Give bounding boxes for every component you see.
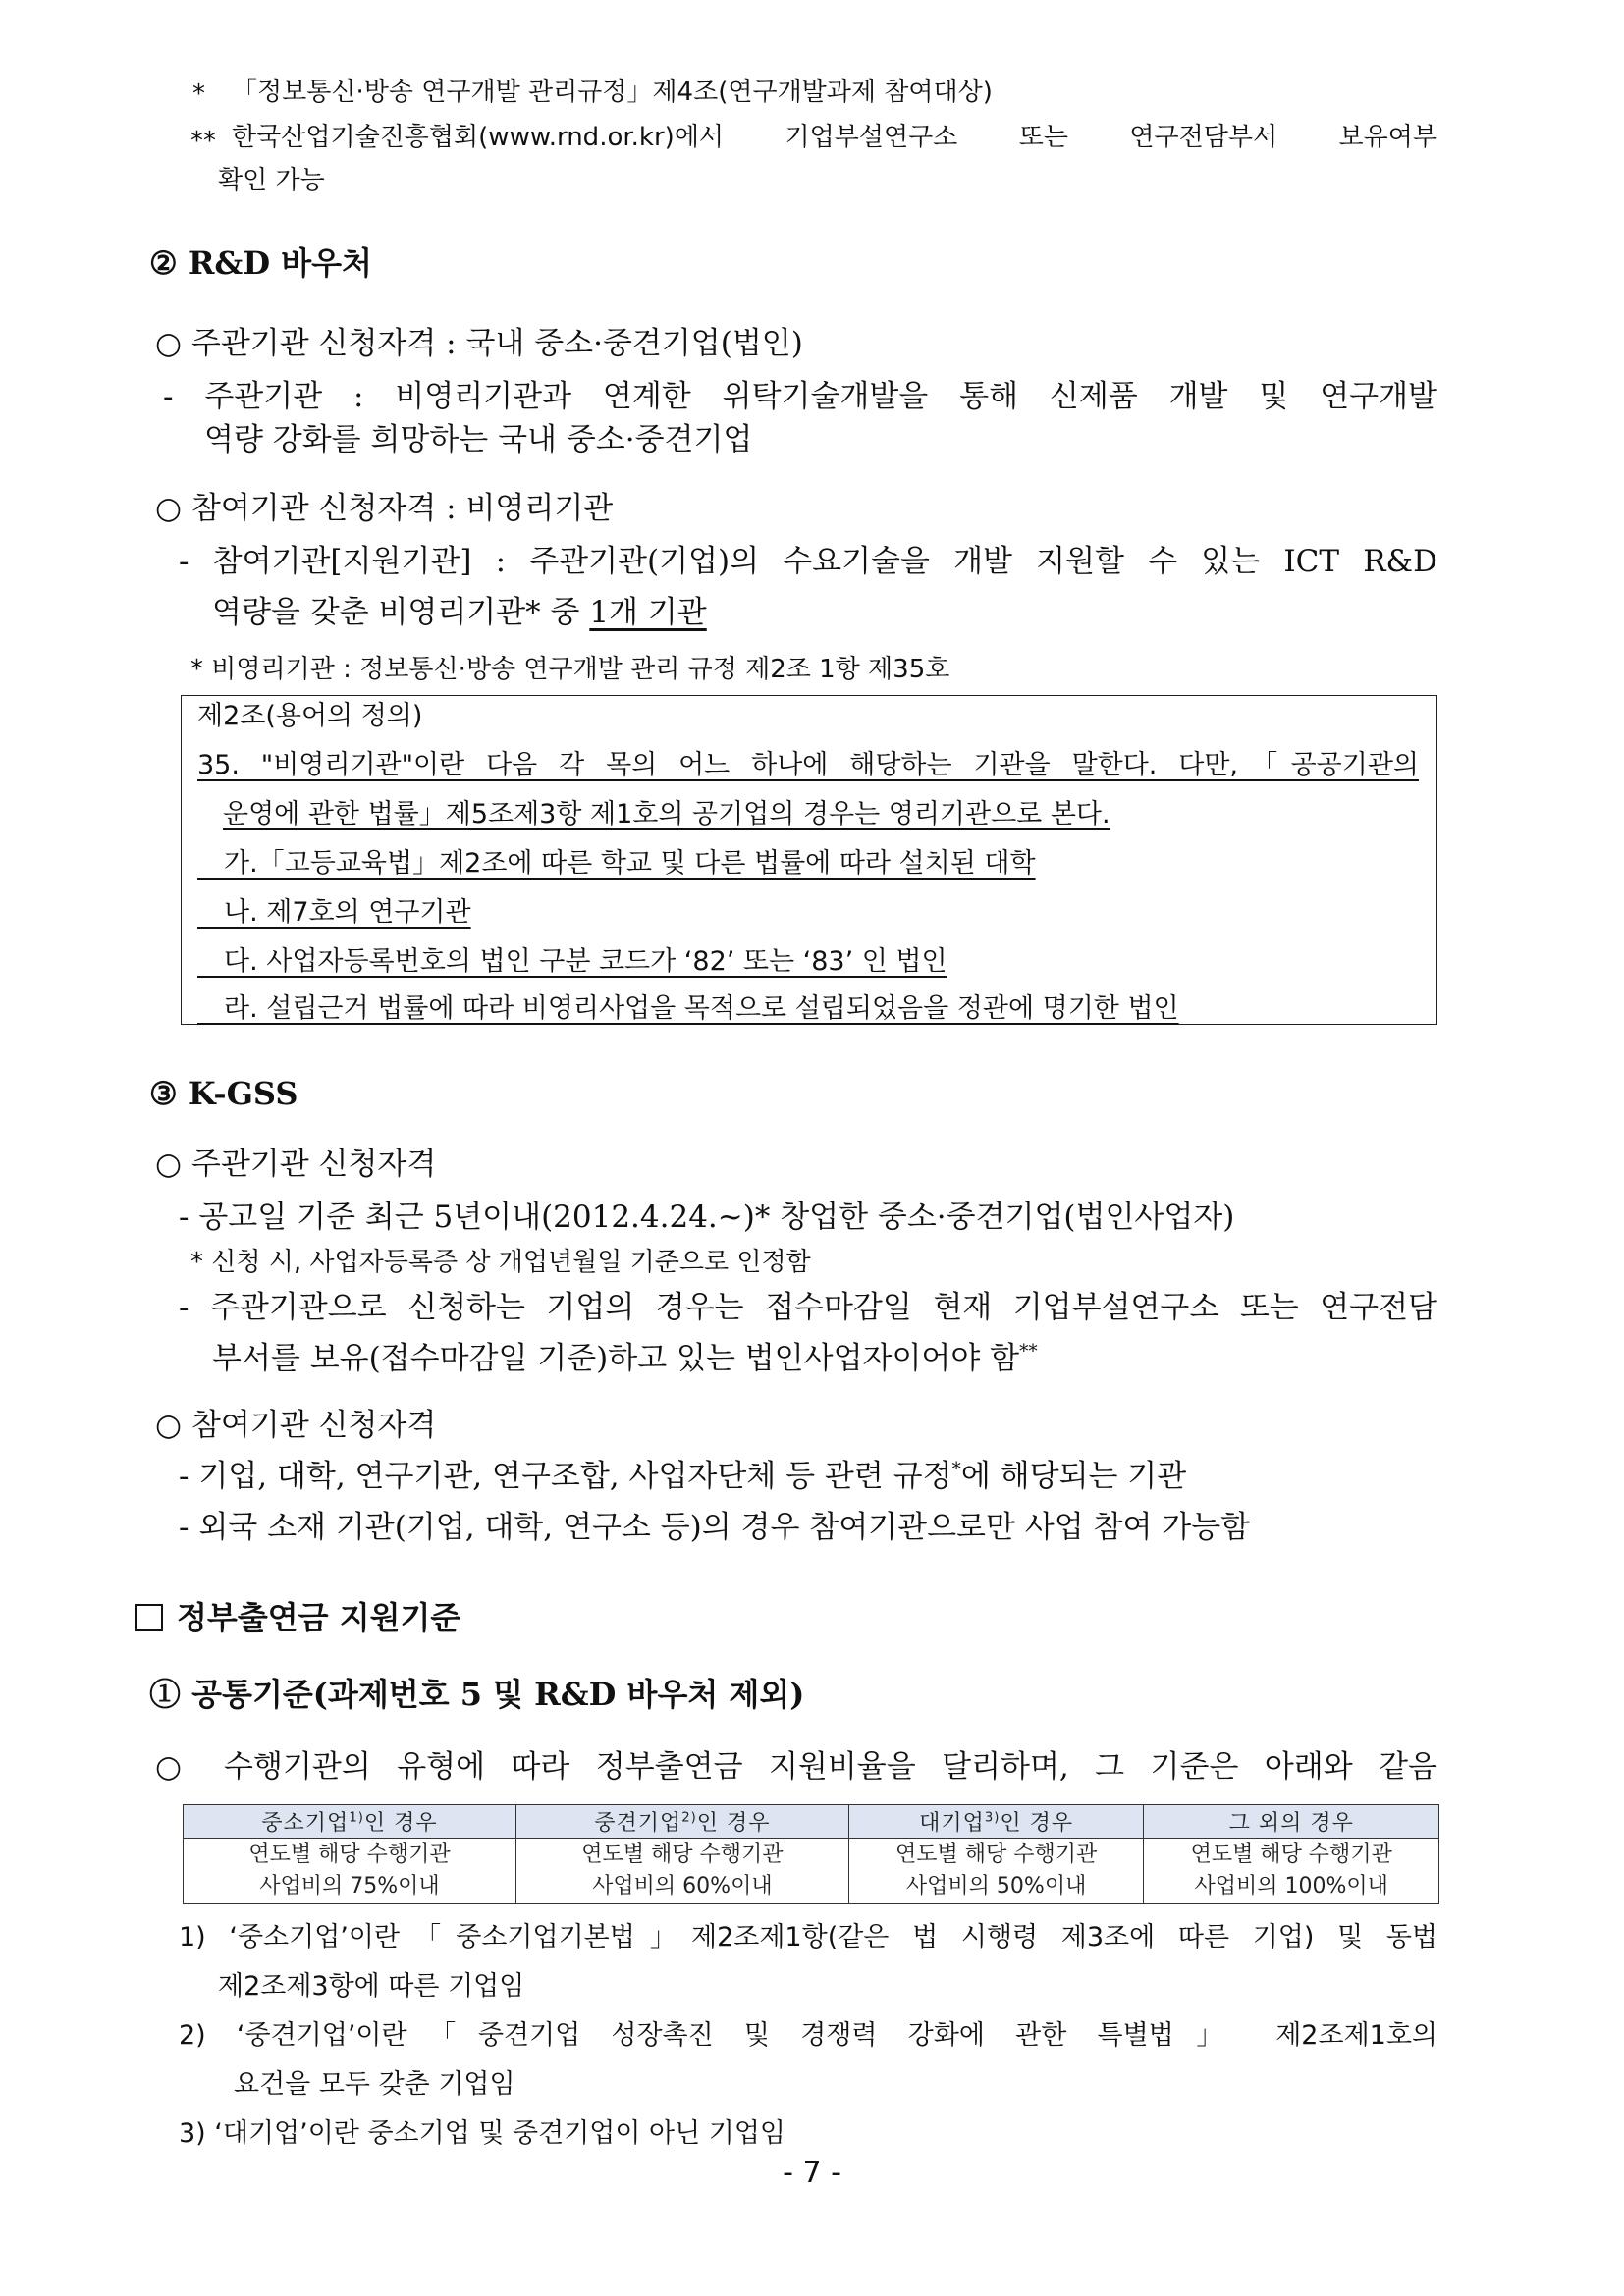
footnote-sup: ** (1019, 1341, 1038, 1362)
table-footnote: 3) ‘대기업’이란 중소기업 및 중견기업이 아닌 기업임 (179, 2118, 786, 2149)
criteria-detail (179, 1457, 1186, 1496)
cell-text: 사업비의 75%이내 (259, 1874, 440, 1898)
criteria-item: ○ 참여기관 신청자격 : 비영리기관 (155, 491, 614, 526)
footnote-mark: * (192, 80, 205, 109)
cell-text: 연도별 해당 수행기관 (1190, 1842, 1392, 1867)
table-cell (184, 1839, 516, 1904)
header-text: 중소기업 (261, 1811, 350, 1836)
criteria-item: ○ 참여기관 신청자격 (155, 1408, 437, 1443)
cell-text: 사업비의 50%이내 (905, 1874, 1087, 1898)
table-cell (515, 1839, 848, 1904)
cell-text: 연도별 해당 수행기관 (581, 1842, 784, 1867)
section-heading (135, 1598, 460, 1637)
definition-item-text: 가.「고등교육법」제2조에 따른 학교 및 다른 법률에 따라 설치된 대학 (224, 848, 1036, 879)
criteria-detail-text: 부서를 보유(접수마감일 기준)하고 있는 법인사업자이어야 함 (212, 1341, 1020, 1376)
criteria-detail: - 외국 소재 기관(기업, 대학, 연구소 등)의 경우 참여기관으로만 사업 참여 가능함 (179, 1510, 1251, 1545)
footnote-mark: ** (190, 127, 216, 156)
underlined-count: 1개 기관 (589, 595, 707, 630)
table-header (1144, 1805, 1439, 1839)
definition-item (197, 992, 1179, 1026)
cell-text: 사업비의 60%이내 (592, 1874, 773, 1898)
criteria-detail: - 주관기관 : 비영리기관과 연계한 위탁기술개발을 통해 신제품 개발 및 연구개발 (163, 379, 1437, 414)
checkbox-icon (135, 1604, 163, 1631)
table-footnote: 1) ‘중소기업’이란「중소기업기본법」제2조제1항(같은 법 시행령 제3조에 따른 기업) 및 동법 (179, 1922, 1437, 1952)
criteria-detail-text: 에 해당되는 기관 (960, 1459, 1187, 1494)
criteria-item: ○ 주관기관 신청자격 (155, 1147, 437, 1182)
table-header (848, 1805, 1144, 1839)
definition-item-text: 다. 사업자등록번호의 법인 구분 코드가 ‘82’ 또는 ‘83’ 인 법인 (224, 946, 947, 977)
section-heading: ② R&D 바우처 (149, 244, 372, 282)
definition-item-text: 나. 제7호의 연구기관 (224, 897, 471, 928)
definition-item (197, 945, 947, 979)
footnote-sup: * (951, 1459, 961, 1480)
subsection-heading: ① 공통기준(과제번호 5 및 R&D 바우처 제외) (149, 1676, 805, 1713)
header-text: 인 경우 (363, 1811, 438, 1836)
table-header-row (184, 1805, 1439, 1839)
table-cell (848, 1839, 1144, 1904)
header-text: 대기업 (919, 1811, 985, 1836)
table-header (515, 1805, 848, 1839)
header-sup: 1) (349, 1810, 364, 1826)
header-text: 그 외의 경우 (1228, 1811, 1354, 1836)
nonprofit-note: * 비영리기관 : 정보통신·방송 연구개발 관리 규정 제2조 1항 제35호 (190, 655, 950, 684)
table-row (184, 1839, 1439, 1904)
criteria-detail (212, 593, 707, 632)
table-footnote: 요건을 모두 갖춘 기업임 (234, 2069, 515, 2100)
page-number: - 7 - (783, 2156, 841, 2190)
criteria-detail-text: - 기업, 대학, 연구기관, 연구조합, 사업자단체 등 관련 규정 (179, 1459, 952, 1494)
criteria-detail (212, 1339, 1038, 1378)
definition-item-text: 라. 설립근거 법률에 따라 비영리사업을 목적으로 설립되었음을 정관에 명기한 법인 (224, 993, 1179, 1024)
criteria-item: ○ 주관기관 신청자격 : 국내 중소·중견기업(법인) (155, 326, 803, 361)
header-text: 인 경우 (696, 1811, 771, 1836)
header-text: 인 경우 (1000, 1811, 1074, 1836)
table-cell (1144, 1839, 1439, 1904)
criteria-item: ○ 수행기관의 유형에 따라 정부출연금 지원비율을 달리하며, 그 기준은 아래와 같음 (155, 1749, 1437, 1785)
definition-item (197, 896, 471, 930)
criteria-detail: - 공고일 기준 최근 5년이내(2012.4.24.~)* 창업한 중소·중견기업(법인사업자) (179, 1200, 1235, 1235)
definition-box (181, 695, 1437, 1025)
cell-text: 사업비의 100%이내 (1194, 1874, 1388, 1898)
criteria-detail: - 참여기관[지원기관] : 주관기관(기업)의 수요기술을 개발 지원할 수 있는 ICT R&D (179, 544, 1437, 579)
definition-clause: 운영에 관한 법률」제5조제3항 제1호의 공기업의 경우는 영리기관으로 본다. (223, 799, 1110, 829)
definition-clause: 35. "비영리기관"이란 다음 각 목의 어느 하나에 해당하는 기관을 말한다. 다만,「공공기관의 (197, 750, 1419, 780)
header-sup: 2) (681, 1810, 697, 1826)
header-sup: 3) (984, 1810, 1001, 1826)
table-header (184, 1805, 516, 1839)
table-footnote: 2) ‘중견기업’이란「중견기업 성장촉진 및 경쟁력 강화에 관한 특별법」 제2조제1호의 (179, 2020, 1437, 2051)
criteria-detail-text: 역량을 갖춘 비영리기관* 중 (212, 595, 590, 630)
criteria-note: * 신청 시, 사업자등록증 상 개업년월일 기준으로 인정함 (190, 1248, 811, 1277)
cell-text: 연도별 해당 수행기관 (894, 1842, 1098, 1867)
support-ratio-table (183, 1804, 1439, 1904)
section-heading: ③ K-GSS (149, 1075, 298, 1112)
criteria-detail: 역량 강화를 희망하는 국내 중소·중견기업 (204, 422, 753, 457)
footnote-text: 「정보통신·방송 연구개발 관리규정」제4조(연구개발과제 참여대상) (232, 78, 993, 107)
definition-heading: 제2조(용어의 정의) (197, 701, 423, 731)
definition-item (197, 847, 1036, 881)
footnote-text: 한국산업기술진흥협회(www.rnd.or.kr)에서 기업부설연구소 또는 연구전담부서 보유여부 (232, 123, 1437, 152)
header-text: 중견기업 (594, 1811, 682, 1836)
footnote-text: 확인 가능 (218, 166, 325, 195)
cell-text: 연도별 해당 수행기관 (248, 1842, 451, 1867)
section-heading-text: 정부출연금 지원기준 (177, 1599, 461, 1636)
criteria-detail: - 주관기관으로 신청하는 기업의 경우는 접수마감일 현재 기업부설연구소 또는 연구전담 (179, 1290, 1437, 1325)
table-footnote: 제2조제3항에 따른 기업임 (218, 1971, 525, 2002)
